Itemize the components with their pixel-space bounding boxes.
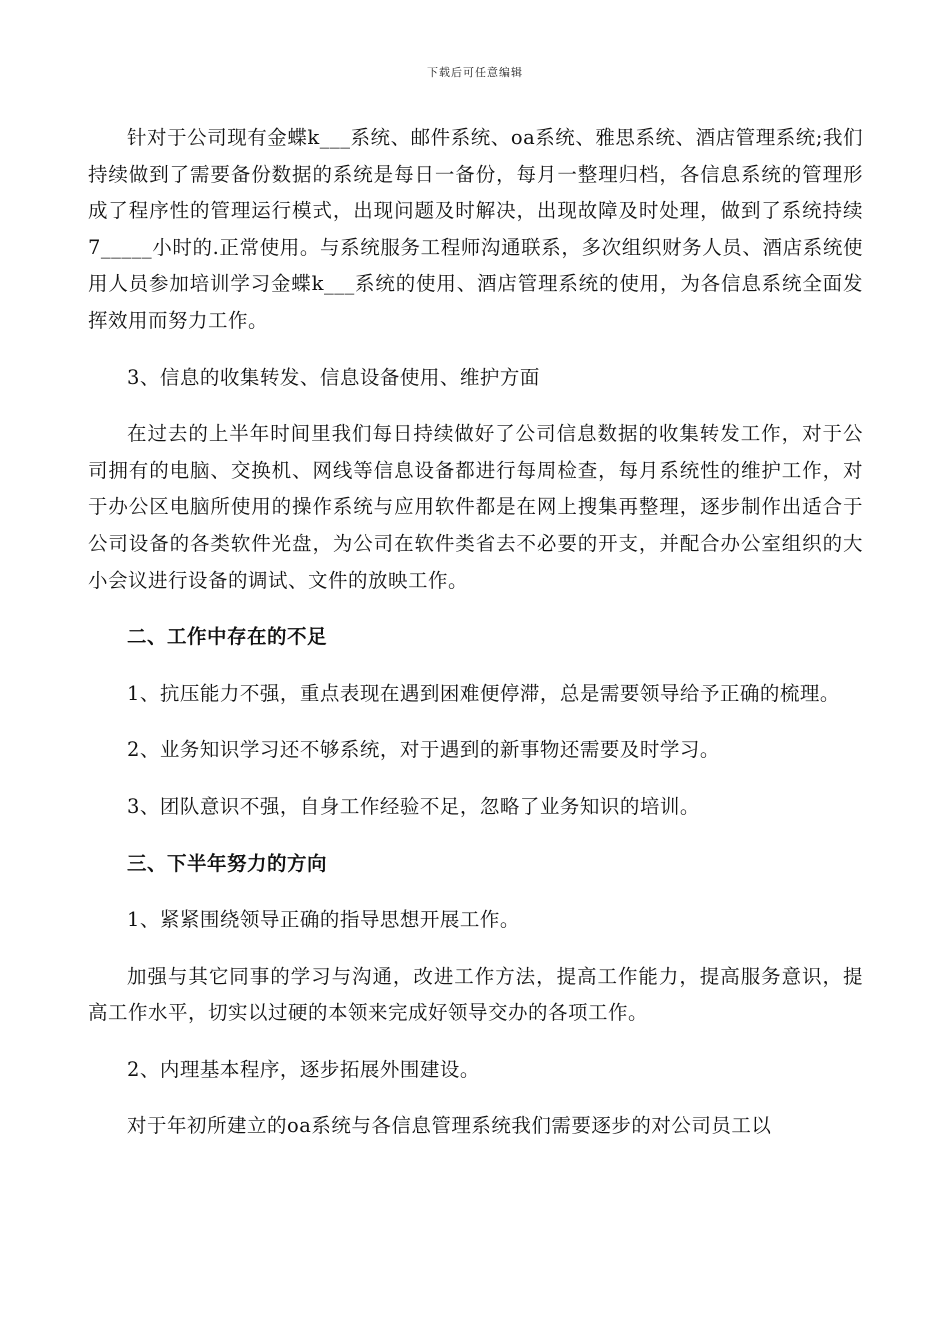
header-note: 下载后可任意编辑 [427,66,523,79]
heading-shortcomings: 二、工作中存在的不足 [127,625,328,649]
heading-direction: 三、下半年努力的方向 [127,851,328,875]
paragraph-shortcoming-2: 2、业务知识学习还不够系统，对于遇到的新事物还需要及时学习。 [127,738,720,762]
paragraph-info-collection: 在过去的上半年时间里我们每日持续做好了公司信息数据的收集转发工作，对于公司拥有的电脑、交换机、网线等信息设备都进行每周检查，每月系统性的维护工作，对于办公区电脑所使用的操作系统与应用软件都是在网上搜集再整理，逐步制作出适合于公司设备的各类软件光盘，为公司在软件类省去不必要的开支，并配合办公室组织的大小会议进行设备的调试、文件的放映工作。 [88,422,863,592]
paragraph-direction-2: 2、内理基本程序，逐步拓展外围建设。 [127,1057,480,1081]
paragraph-improve-work: 加强与其它同事的学习与沟通，改进工作方法，提高工作能力，提高服务意识，提高工作水平，切实以过硬的本领来完成好领导交办的各项工作。 [88,964,863,1025]
paragraph-direction-1: 1、紧紧围绕领导正确的指导思想开展工作。 [127,908,520,932]
paragraph-backup-systems: 针对于公司现有金蝶k___系统、邮件系统、oa系统、雅思系统、酒店管理系统;我们持续做到了需要备份数据的系统是每日一备份，每月一整理归档，各信息系统的管理形成了程序性的管理运行模式，出现问题及时解决，出现故障及时处理，做到了系统持续7_____小时的.正常使用。与系统服务工程师沟通联系，多次组织财务人员、酒店系统使用人员参加培训学习金蝶k___系统的使用、酒店管理系统的使用，为各信息系统全面发挥效用而努力工作。 [88,126,863,332]
paragraph-oa-systems: 对于年初所建立的oa系统与各信息管理系统我们需要逐步的对公司员工以 [127,1114,772,1138]
paragraph-section-3-title: 3、信息的收集转发、信息设备使用、维护方面 [127,365,540,389]
paragraph-shortcoming-1: 1、抗压能力不强，重点表现在遇到困难便停滞，总是需要领导给予正确的梳理。 [127,681,840,705]
paragraph-shortcoming-3: 3、团队意识不强，自身工作经验不足，忽略了业务知识的培训。 [127,794,700,818]
document-body [88,120,863,1165]
